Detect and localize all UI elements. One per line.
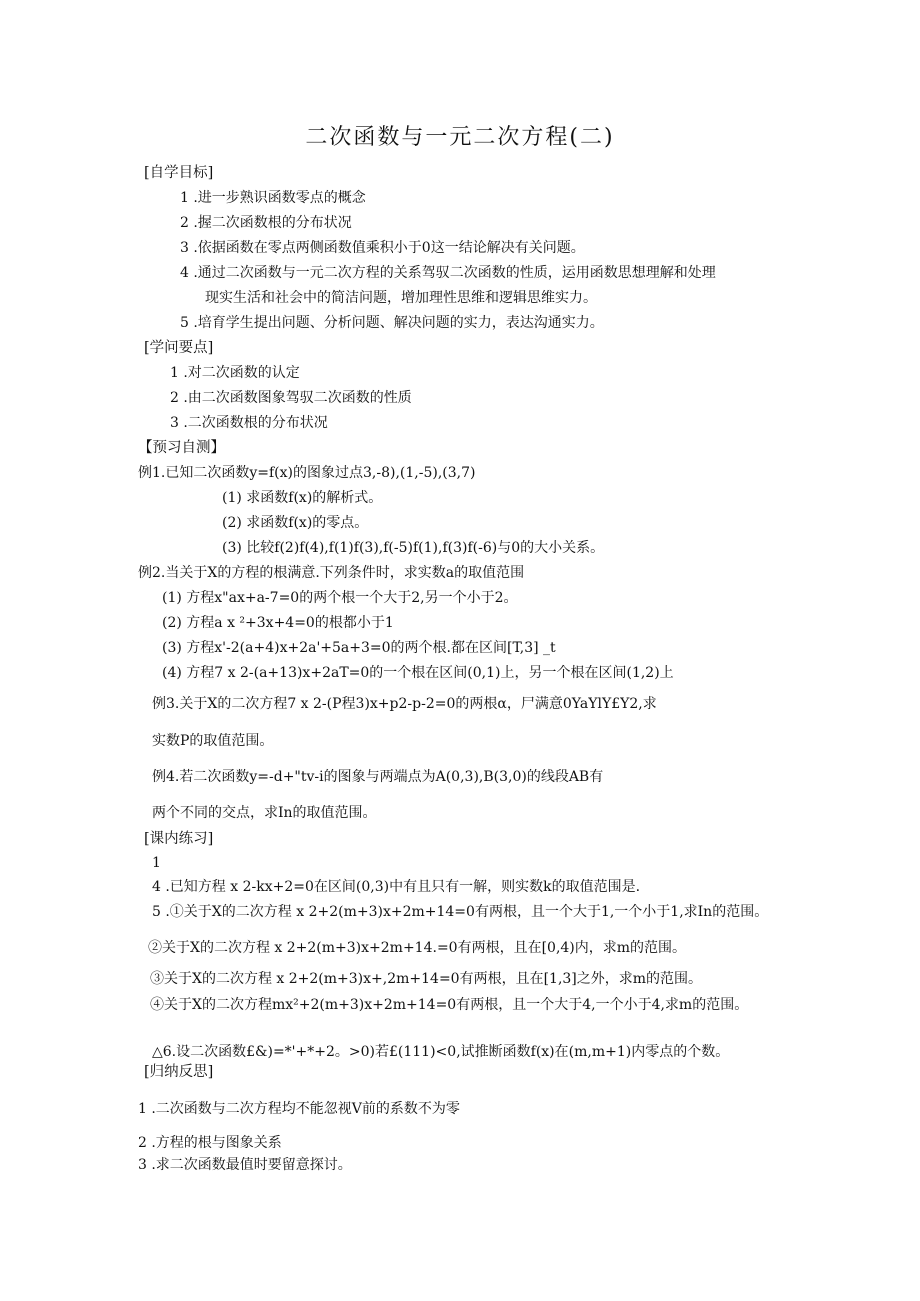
- goal-item-5: 5 .培育学生提出问题、分析问题、解决问题的实力，表达沟通实力。: [180, 315, 604, 331]
- example-3-line-1: 例3.关于X的二次方程7 x 2-(P程3)x+p2-p-2=0的两根α，尸满意0YaYlY£Y2,求: [152, 696, 657, 712]
- practice-item-6: △6.设二次函数£&)=*'+*+2。>0)若£(111)<0,试推断函数f(x)在(m,m+1)内零点的个数。: [152, 1044, 730, 1060]
- practice-item-5-1: 5 .①关于X的二次方程 x 2+2(m+3)x+2m+14=0有两根，且一个大于1,一个小于1,求In的范围。: [152, 904, 769, 920]
- example-1-part-2: (2) 求函数f(x)的零点。: [222, 515, 369, 531]
- reflection-item-3: 3 .求二次函数最值时要留意探讨。: [138, 1157, 352, 1173]
- section-heading-preview: 【预习自测】: [138, 440, 225, 456]
- section-heading-practice: [课内练习]: [144, 831, 214, 847]
- example-3-line-2: 实数P的取值范围。: [152, 733, 274, 749]
- practice-item-1: 1: [152, 855, 161, 871]
- goal-item-4-continued: 现实生活和社会中的简洁问题，增加理性思维和逻辑思维实力。: [205, 290, 597, 306]
- goal-item-2: 2 .握二次函数根的分布状况: [180, 215, 352, 231]
- reflection-item-2: 2 .方程的根与图象关系: [138, 1135, 282, 1151]
- example-4-line-2: 两个不同的交点，求In的取值范围。: [152, 805, 377, 821]
- example-2-part-4: (4) 方程7 x 2-(a+13)x+2aT=0的一个根在区间(0,1)上，另一个根在区间(1,2)上: [162, 665, 674, 681]
- practice-item-5-3: ③关于X的二次方程 x 2+2(m+3)x+,2m+14=0有两根，且在[1,3]之外，求m的范围。: [150, 971, 703, 987]
- example-1-stem: 例1.已知二次函数y=f(x)的图象过点3,-8),(1,-5),(3,7): [138, 465, 476, 481]
- section-heading-self-study-goals: [自学目标]: [144, 165, 214, 181]
- key-point-1: 1 .对二次函数的认定: [170, 365, 300, 381]
- section-heading-reflection: [归纳反思]: [144, 1064, 214, 1080]
- practice-item-4: 4 .已知方程 x 2-kx+2=0在区间(0,3)中有且只有一解，则实数k的取值范围是.: [152, 879, 641, 895]
- reflection-item-1: 1 .二次函数与二次方程均不能忽视V前的系数不为零: [138, 1101, 460, 1117]
- example-4-line-1: 例4.若二次函数y=-d+"tv-i的图象与两端点为A(0,3),B(3,0)的线段AB有: [152, 769, 604, 785]
- key-point-2: 2 .由二次函数图象驾驭二次函数的性质: [170, 390, 412, 406]
- example-1-part-3: (3) 比较f(2)f(4),f(1)f(3),f(-5)f(1),f(3)f(-6)与0的大小关系。: [222, 540, 605, 556]
- example-2-part-1: (1) 方程x"ax+a-7=0的两个根一个大于2,另一个小于2。: [162, 590, 518, 606]
- practice-item-5-4: ④关于X的二次方程mx²+2(m+3)x+2m+14=0有两根，且一个大于4,一个小于4,求m的范围。: [150, 997, 749, 1013]
- goal-item-1: 1 .进一步熟识函数零点的概念: [180, 190, 366, 206]
- page-title: 二次函数与一元二次方程(二): [305, 125, 615, 150]
- practice-item-5-2: ②关于X的二次方程 x 2+2(m+3)x+2m+14.=0有两根，且在[0,4)内，求m的范围。: [148, 940, 687, 956]
- example-2-part-2: (2) 方程a x ²+3x+4=0的根都小于1: [162, 615, 394, 631]
- section-heading-key-points: [学问要点]: [144, 340, 214, 356]
- example-1-part-1: (1) 求函数f(x)的解析式。: [222, 490, 383, 506]
- key-point-3: 3 .二次函数根的分布状况: [170, 415, 328, 431]
- example-2-part-3: (3) 方程x'-2(a+4)x+2a'+5a+3=0的两个根.都在区间[T,3] _t: [162, 640, 556, 656]
- goal-item-4: 4 .通过二次函数与一元二次方程的关系驾驭二次函数的性质，运用函数思想理解和处理: [180, 265, 716, 281]
- goal-item-3: 3 .依据函数在零点两侧函数值乘积小于0这一结论解决有关问题。: [180, 240, 585, 256]
- example-2-stem: 例2.当关于X的方程的根满意.下列条件时，求实数a的取值范围: [138, 565, 525, 581]
